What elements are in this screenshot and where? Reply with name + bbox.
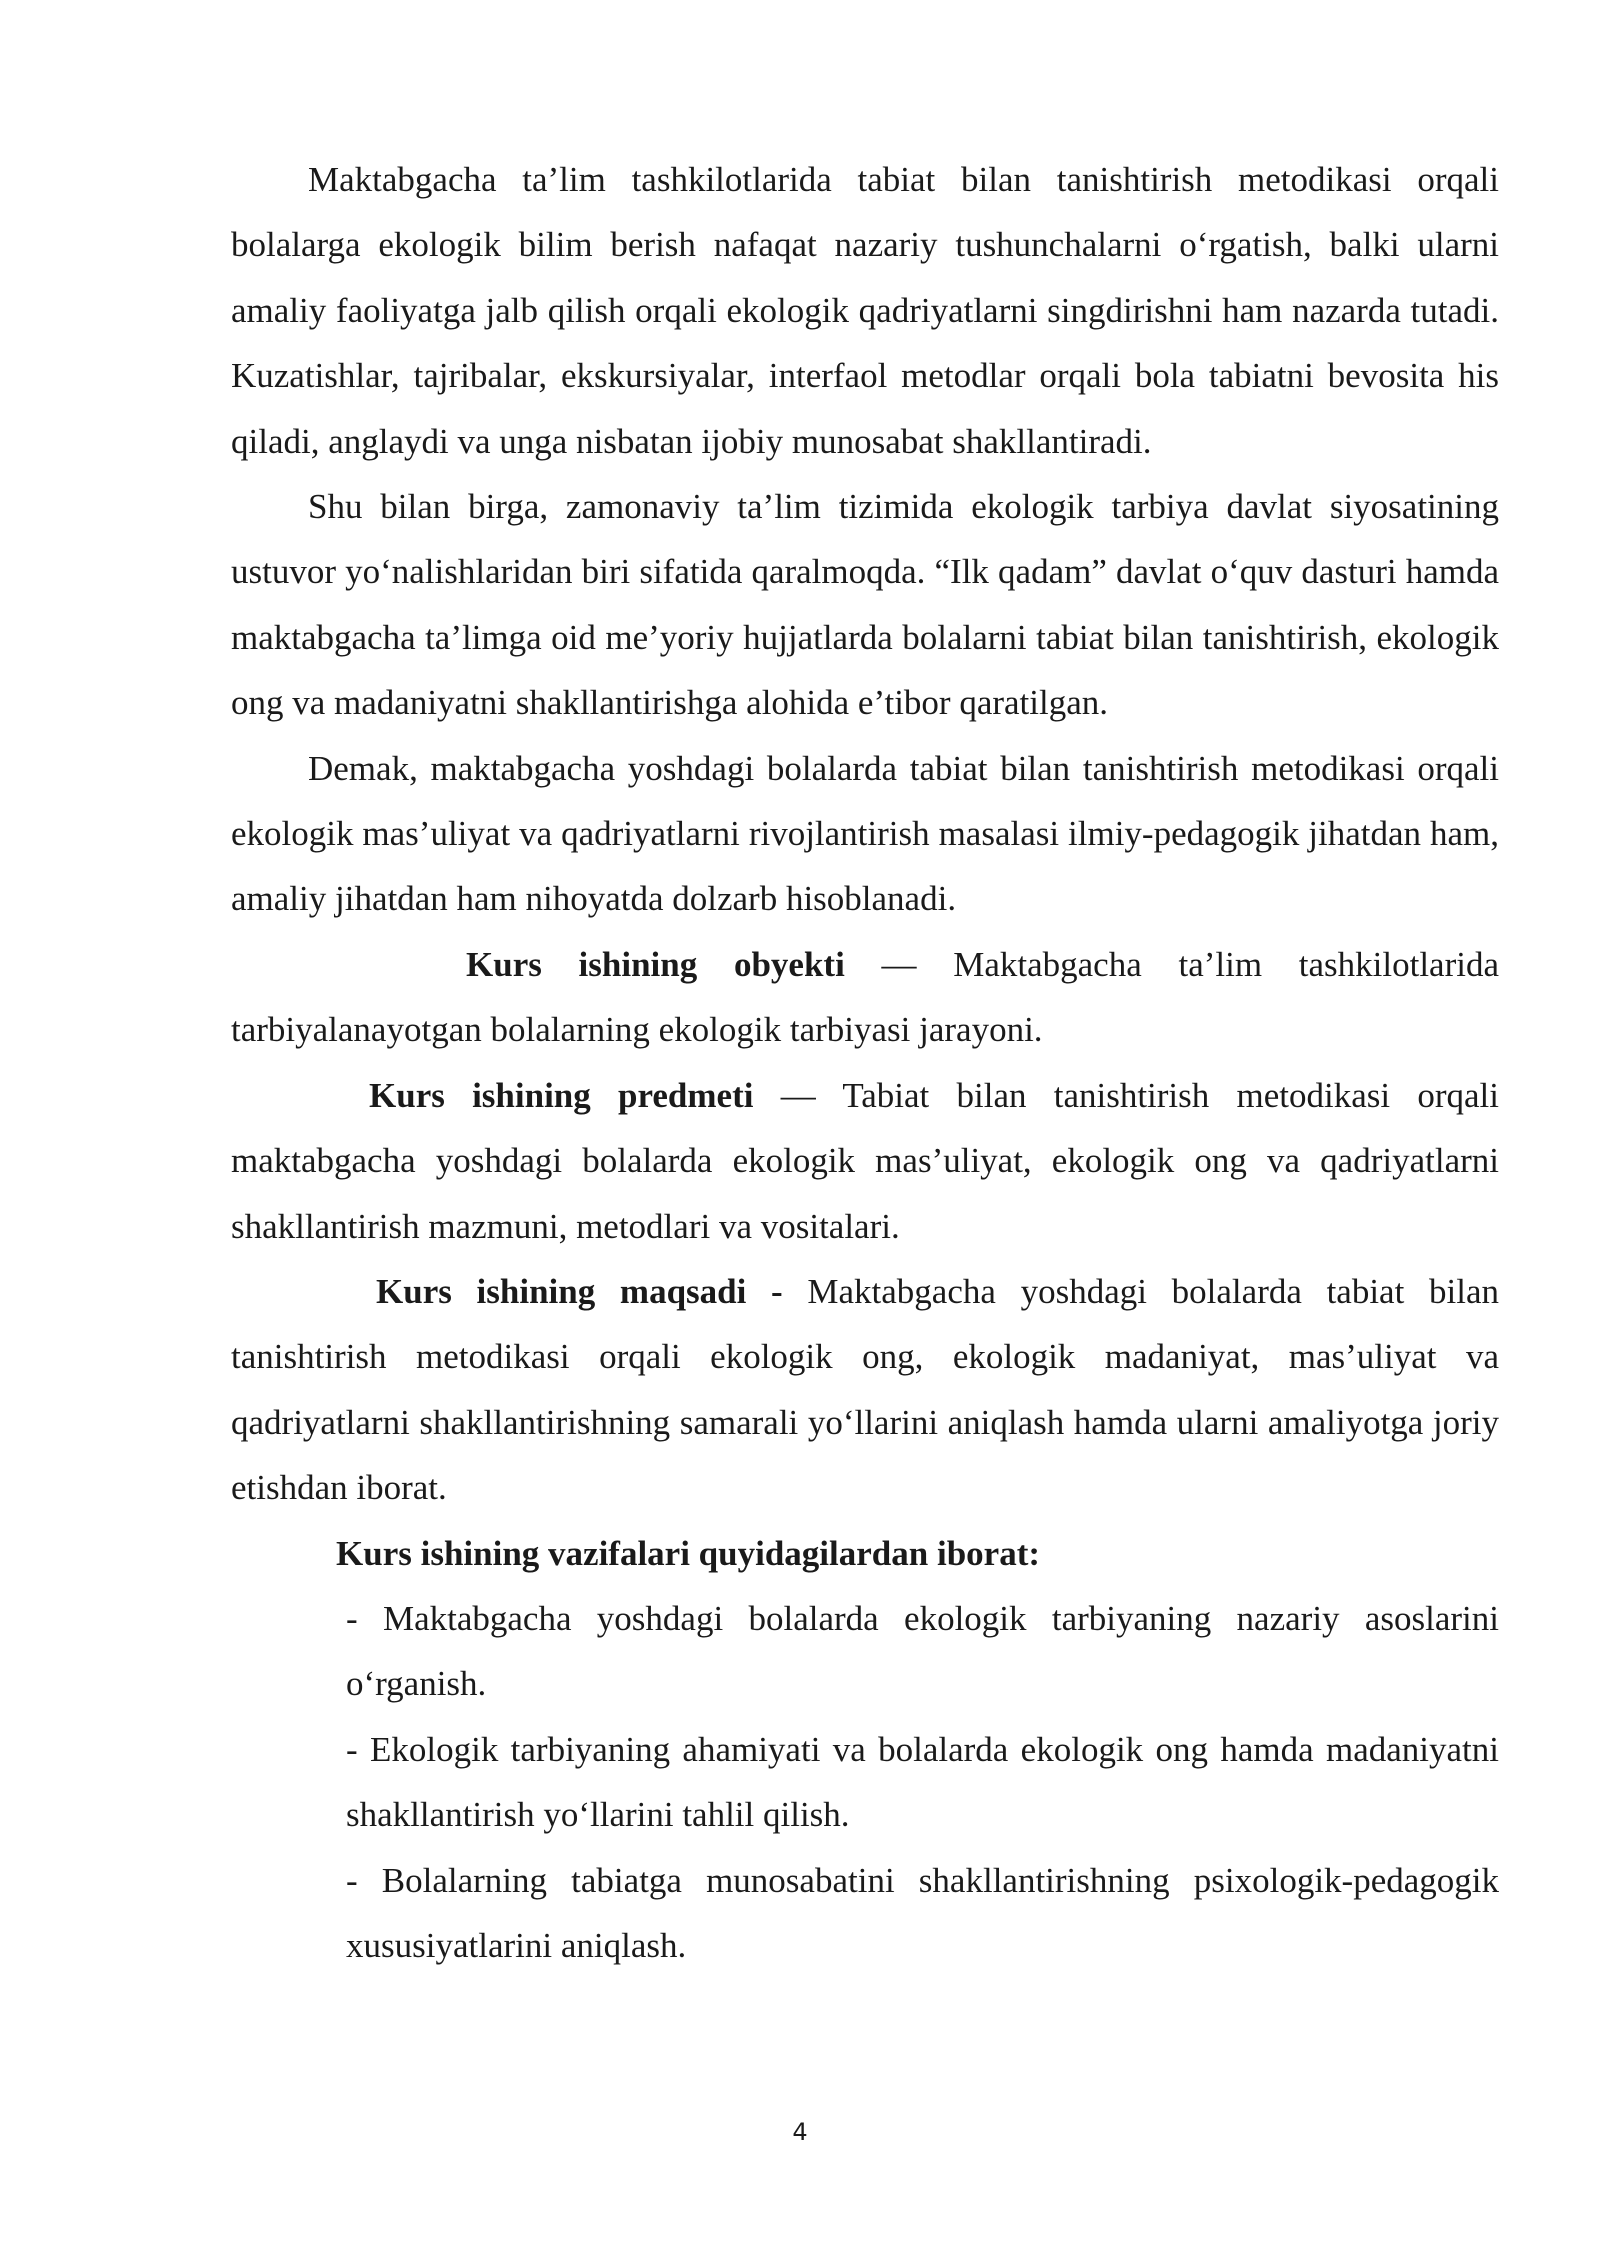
course-subject-label: Kurs ishining predmeti — [369, 1075, 754, 1115]
course-object-label: Kurs ishining obyekti — [466, 944, 845, 984]
task-item: - Maktabgacha yoshdagi bolalarda ekologik tarbiyaning nazariy asoslarini o‘rganish. — [346, 1598, 1499, 1704]
course-subject-paragraph — [231, 1063, 1499, 1259]
course-object-text: Maktabgacha ta’lim tashkilotlarida tarbiyalanayotgan bolalarning ekologik tarbiyasi jarayoni. — [231, 944, 1499, 1050]
task-item: - Ekologik tarbiyaning ahamiyati va bolalarda ekologik ong hamda madaniyatni shakllantirish yo‘llarini tahlil qilish. — [346, 1729, 1499, 1835]
course-tasks-list — [231, 1586, 1499, 1978]
course-subject-dash: — — [753, 1075, 843, 1115]
paragraph-intro: Maktabgacha ta’lim tashkilotlarida tabiat bilan tanishtirish metodikasi orqali bolalarga ekologik bilim berish nafaqat nazariy tushunchalarni o‘rgatish, balki ularni amaliy faoliyatga jalb qilish orqali ekologik qadriyatlarni singdirishni ham nazarda tutadi. Kuzatishlar, tajribalar, ekskursiyalar, interfaol metodlar orqali bola tabiatni bevosita his qiladi, anglaydi va unga nisbatan ijobiy munosabat shakllantiradi. — [231, 160, 1499, 461]
paragraph-conclusion: Demak, maktabgacha yoshdagi bolalarda tabiat bilan tanishtirish metodikasi orqali ekologik mas’uliyat va qadriyatlarni rivojlantirish masalasi ilmiy-pedagogik jihatdan ham, amaliy jihatdan ham nihoyatda dolzarb hisoblanadi. — [231, 748, 1499, 919]
page-number: 4 — [792, 2118, 808, 2146]
paragraph-state-policy: Shu bilan birga, zamonaviy ta’lim tizimida ekologik tarbiya davlat siyosatining ustuvor yo‘nalishlaridan biri sifatida qaralmoqda. “Ilk qadam” davlat o‘quv dasturi hamda maktabgacha ta’limga oid me’yoriy hujjatlarda bolalarni tabiat bilan tanishtirish, ekologik ong va madaniyatni shakllantirishga alohida e’tibor qaratilgan. — [231, 487, 1499, 723]
course-goal-text: Maktabgacha yoshdagi bolalarda tabiat bilan tanishtirish metodikasi orqali ekologik ong, ekologik madaniyat, mas’uliyat va qadriyatlarni shakllantirishning samarali yo‘llarini aniqlash hamda ularni amaliyotga joriy etishdan iborat. — [231, 1271, 1499, 1508]
course-tasks-heading: Kurs ishining vazifalari quyidagilardan iborat: — [336, 1533, 1040, 1573]
course-subject-text: Tabiat bilan tanishtirish metodikasi orqali maktabgacha yoshdagi bolalarda ekologik mas’uliyat, ekologik ong va qadriyatlarni shakllantirish mazmuni, metodlari va vositalari. — [231, 1075, 1499, 1246]
course-object-paragraph — [231, 932, 1499, 1063]
task-item: - Bolalarning tabiatga munosabatini shakllantirishning psixologik-pedagogik xususiyatlarini aniqlash. — [346, 1860, 1499, 1965]
course-goal-paragraph — [231, 1259, 1499, 1521]
document-page — [231, 147, 1499, 1978]
course-object-dash: — — [844, 944, 954, 984]
course-goal-label: Kurs ishining maqsadi - — [376, 1271, 783, 1311]
